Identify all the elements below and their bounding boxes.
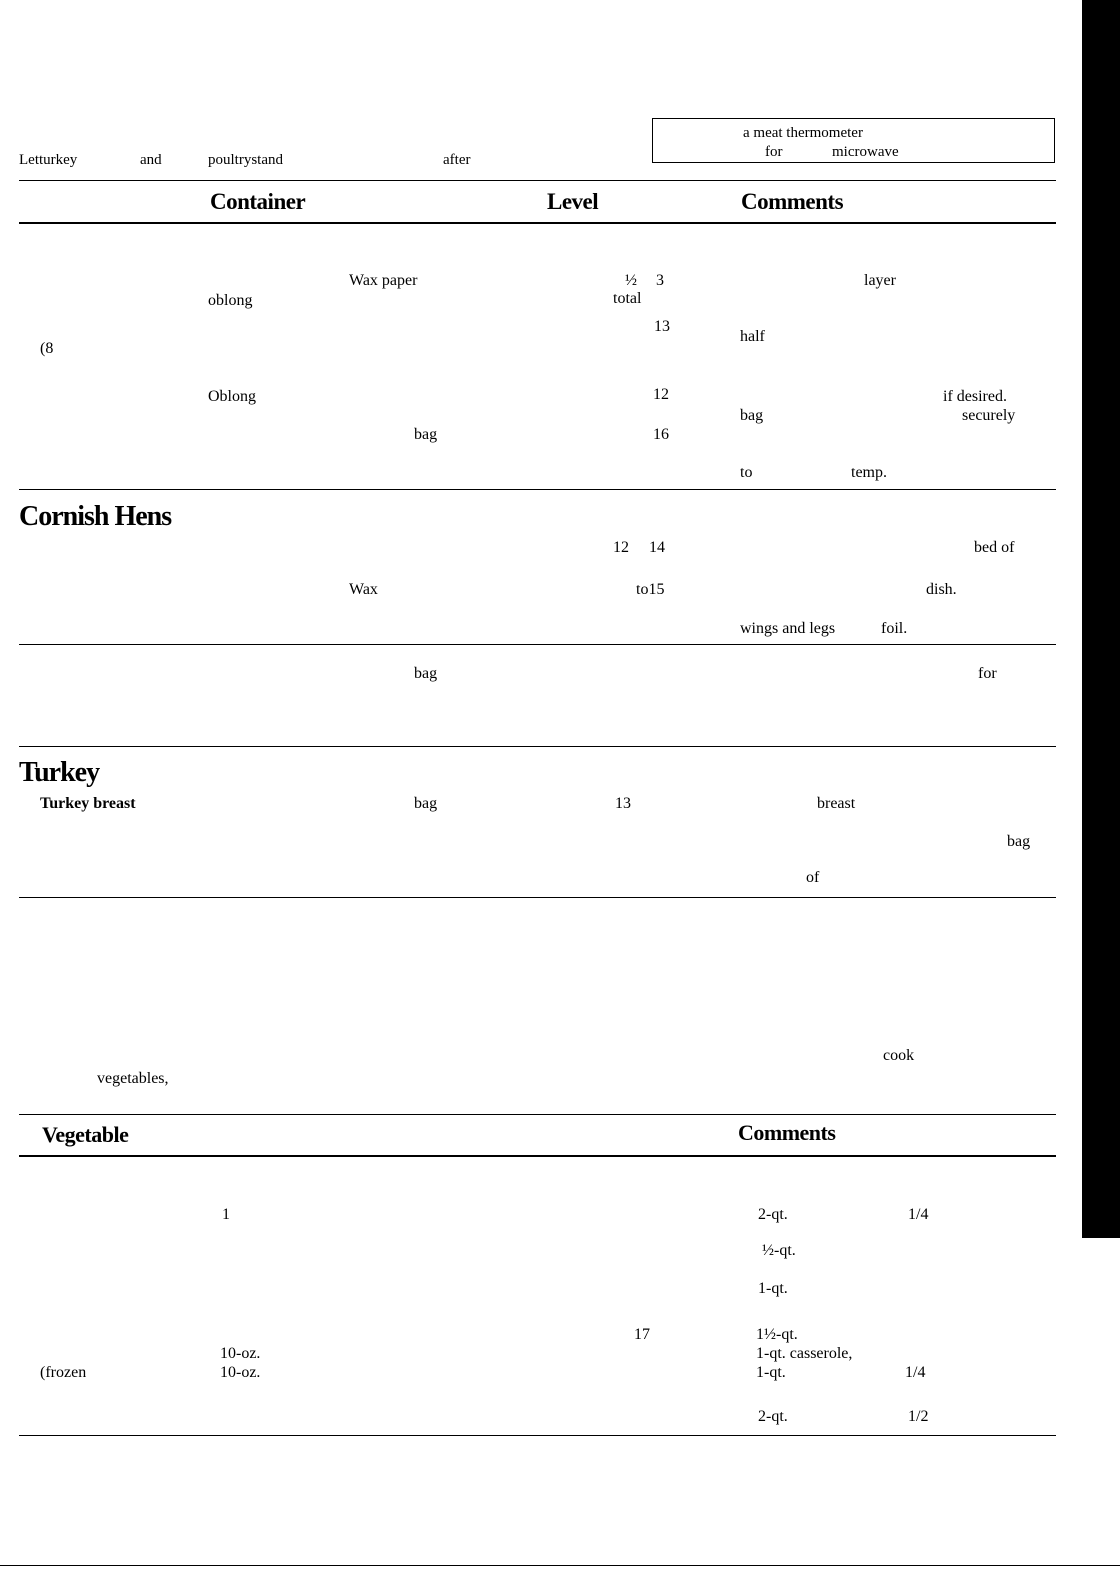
veg-comment-7b: 1/2 bbox=[908, 1408, 929, 1425]
cornish-comment-wings-legs: wings and legs bbox=[740, 620, 836, 637]
turkey-container-bag: bag bbox=[414, 795, 438, 812]
container-wax-paper: Wax paper bbox=[349, 272, 418, 289]
time-half: ½ bbox=[625, 272, 637, 289]
veg-comment-3a: 1-qt. bbox=[758, 1280, 788, 1297]
veg-intro-cook: cook bbox=[883, 1047, 915, 1064]
veg-comment-4a: 1½-qt. bbox=[756, 1326, 798, 1343]
container-bag: bag bbox=[414, 426, 438, 443]
header-level: Level bbox=[547, 189, 599, 214]
veg-header-comments: Comments bbox=[738, 1120, 836, 1145]
note-box-line-2b: microwave bbox=[832, 144, 899, 160]
size-fragment: (8 bbox=[40, 340, 54, 357]
veg-amount-10oz-b: 10-oz. bbox=[220, 1364, 261, 1381]
intro-text-2: and bbox=[140, 152, 162, 168]
table-top-rule bbox=[19, 180, 1056, 181]
page-edge-tab bbox=[1082, 0, 1120, 1238]
intro-text-1: Letturkey bbox=[19, 152, 78, 168]
turkey-time-13: 13 bbox=[615, 795, 631, 812]
time-total: total bbox=[613, 290, 642, 307]
comment-half: half bbox=[740, 328, 765, 345]
veg-comment-5a: 1-qt. casserole, bbox=[756, 1345, 853, 1362]
veg-header-vegetable: Vegetable bbox=[42, 1122, 129, 1147]
header-container: Container bbox=[210, 189, 306, 214]
veg-intro-vegetables: vegetables, bbox=[97, 1070, 169, 1087]
veg-comment-1a: 2-qt. bbox=[758, 1206, 788, 1223]
turkey-comment-bag: bag bbox=[1007, 833, 1031, 850]
section-rule-2 bbox=[19, 644, 1056, 645]
section-rule-3 bbox=[19, 746, 1056, 747]
container-oblong: oblong bbox=[208, 292, 253, 309]
veg-comment-7a: 2-qt. bbox=[758, 1408, 788, 1425]
header-comments: Comments bbox=[741, 189, 844, 214]
veg-time-17: 17 bbox=[634, 1326, 650, 1343]
turkey-item-breast: Turkey breast bbox=[40, 795, 136, 812]
cornish-time-12: 12 bbox=[613, 539, 629, 556]
cornish-time-14: 14 bbox=[649, 539, 665, 556]
other-comment-for: for bbox=[978, 665, 997, 682]
comment-temp: temp. bbox=[851, 464, 887, 481]
comment-to: to bbox=[740, 464, 753, 481]
veg-table-bottom-rule bbox=[19, 1435, 1056, 1436]
table-header-rule bbox=[19, 222, 1056, 224]
veg-comment-1b: 1/4 bbox=[908, 1206, 929, 1223]
veg-item-frozen: (frozen bbox=[40, 1364, 87, 1381]
time-12: 12 bbox=[653, 386, 669, 403]
note-box-line-1: a meat thermometer bbox=[743, 125, 863, 141]
cornish-comment-foil: foil. bbox=[881, 620, 908, 637]
other-container-bag: bag bbox=[414, 665, 438, 682]
container-oblong-2: Oblong bbox=[208, 388, 256, 405]
time-16: 16 bbox=[653, 426, 669, 443]
time-3: 3 bbox=[656, 272, 664, 289]
section-rule-1 bbox=[19, 489, 1056, 490]
cornish-container-wax: Wax bbox=[349, 581, 378, 598]
intro-text-4: after bbox=[443, 152, 471, 168]
comment-if-desired: if desired. bbox=[943, 388, 1007, 405]
note-box-line-2a: for bbox=[765, 144, 783, 160]
time-13: 13 bbox=[654, 318, 670, 335]
comment-securely: securely bbox=[962, 407, 1016, 424]
veg-comment-6b: 1/4 bbox=[905, 1364, 926, 1381]
turkey-comment-of: of bbox=[806, 869, 820, 886]
veg-comment-2a: ½-qt. bbox=[762, 1242, 796, 1259]
veg-table-header-rule bbox=[19, 1155, 1056, 1157]
section-rule-4 bbox=[19, 897, 1056, 898]
veg-comment-6a: 1-qt. bbox=[756, 1364, 786, 1381]
turkey-comment-breast: breast bbox=[817, 795, 856, 812]
comment-layer: layer bbox=[864, 272, 896, 289]
intro-text-3: poultrystand bbox=[208, 152, 283, 168]
veg-amount-1: 1 bbox=[222, 1206, 230, 1223]
veg-amount-10oz-a: 10-oz. bbox=[220, 1345, 261, 1362]
page-bottom-rule bbox=[0, 1565, 1120, 1566]
cornish-time-to15: to15 bbox=[636, 581, 665, 598]
cornish-comment-bed-of: bed of bbox=[974, 539, 1015, 556]
veg-table-top-rule bbox=[19, 1114, 1056, 1115]
comment-bag: bag bbox=[740, 407, 764, 424]
cornish-comment-dish: dish. bbox=[926, 581, 957, 598]
section-title-cornish-hens: Cornish Hens bbox=[19, 501, 172, 532]
section-title-turkey: Turkey bbox=[19, 757, 100, 788]
